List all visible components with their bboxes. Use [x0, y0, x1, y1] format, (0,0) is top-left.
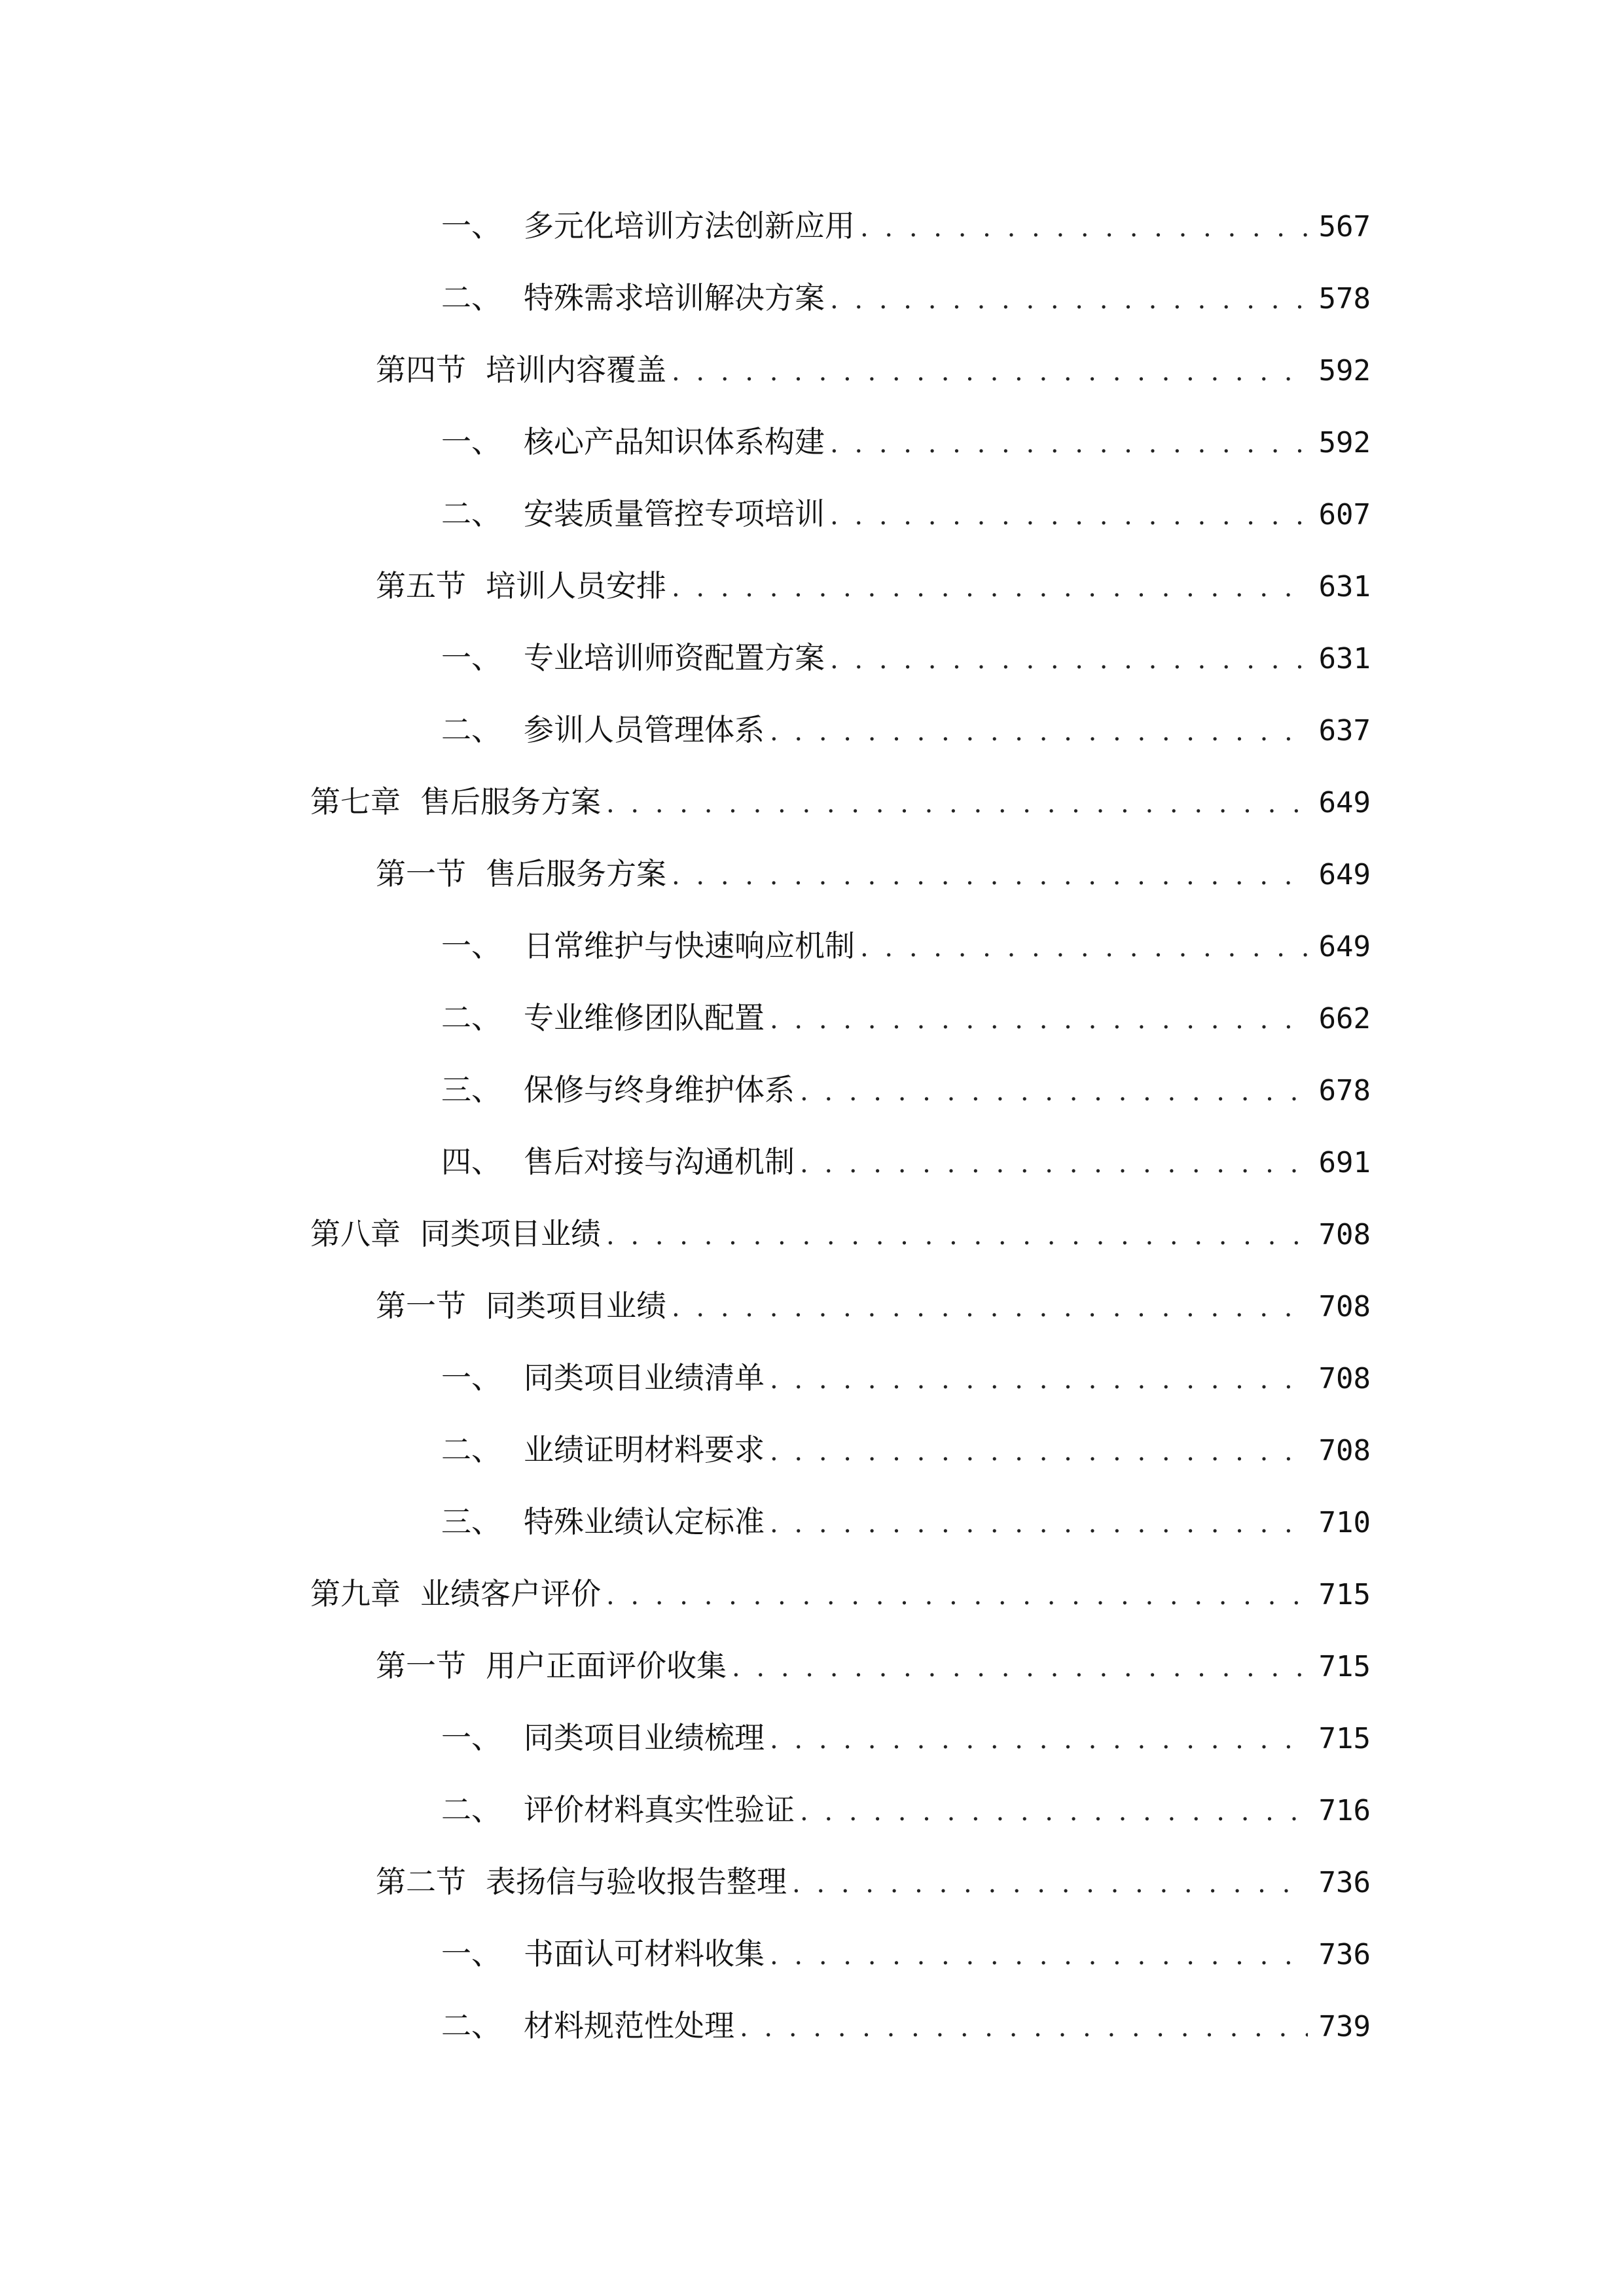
- toc-entry-title: 同类项目业绩梳理: [524, 1720, 765, 1755]
- toc-leader-dots: [740, 2005, 1308, 2051]
- toc-entry[interactable]: [310, 1211, 1371, 1257]
- toc-entry-page: 678: [1318, 1074, 1371, 1107]
- toc-entry-number: 一、: [441, 1936, 501, 1971]
- toc-entry-number: 二、: [441, 280, 501, 315]
- toc-entry-title: 表扬信与验收报告整理: [486, 1864, 787, 1899]
- toc-leader-dots: [606, 1213, 1308, 1259]
- toc-entry-page: 739: [1318, 2010, 1371, 2043]
- toc-leader-dots: [800, 1789, 1308, 1835]
- toc-entry-page: 649: [1318, 858, 1371, 891]
- toc-entry-number: 二、: [441, 1432, 501, 1467]
- toc-entry-page: 715: [1318, 1722, 1371, 1755]
- toc-entry-page: 716: [1318, 1794, 1371, 1827]
- toc-entry-number: 二、: [441, 496, 501, 531]
- toc-entry[interactable]: [441, 707, 1371, 753]
- toc-entry[interactable]: [310, 1571, 1371, 1617]
- toc-leader-dots: [792, 1861, 1308, 1907]
- toc-leader-dots: [830, 421, 1308, 467]
- toc-entry-title: 同类项目业绩: [420, 1216, 601, 1251]
- toc-entry-number: 二、: [441, 2008, 501, 2043]
- toc-entry[interactable]: [441, 1139, 1371, 1185]
- toc-entry[interactable]: [376, 851, 1371, 897]
- toc-leader-dots: [830, 493, 1308, 539]
- toc-leader-dots: [770, 1933, 1308, 1979]
- toc-entry-number: 一、: [441, 1360, 501, 1395]
- toc-entry-number: 二、: [441, 712, 501, 747]
- toc-entry-number: 三、: [441, 1072, 501, 1107]
- toc-entry-page: 736: [1318, 1866, 1371, 1899]
- toc-entry-number: 第一节: [376, 1648, 466, 1683]
- toc-entry-number: 第一节: [376, 1288, 466, 1323]
- toc-entry-page: 631: [1318, 642, 1371, 675]
- toc-leader-dots: [732, 1645, 1308, 1691]
- toc-entry[interactable]: [441, 1427, 1371, 1473]
- toc-entry-title: 售后对接与沟通机制: [524, 1144, 795, 1179]
- toc-entry[interactable]: [376, 347, 1371, 393]
- toc-entry-number: 四、: [441, 1144, 501, 1179]
- toc-entry-number: 一、: [441, 928, 501, 963]
- toc-leader-dots: [770, 1501, 1308, 1547]
- toc-entry-page: 649: [1318, 930, 1371, 963]
- toc-entry-page: 649: [1318, 786, 1371, 819]
- toc-entry-page: 592: [1318, 426, 1371, 459]
- toc-entry-title: 特殊需求培训解决方案: [524, 280, 825, 315]
- toc-leader-dots: [770, 709, 1308, 755]
- toc-entry-page: 607: [1318, 498, 1371, 531]
- toc-entry-number: 三、: [441, 1504, 501, 1539]
- toc-entry-page: 592: [1318, 354, 1371, 387]
- toc-entry-page: 708: [1318, 1434, 1371, 1467]
- toc-entry-page: 708: [1318, 1362, 1371, 1395]
- toc-entry-title: 多元化培训方法创新应用: [524, 208, 855, 243]
- toc-leader-dots: [770, 1717, 1308, 1763]
- toc-entry-title: 专业培训师资配置方案: [524, 640, 825, 675]
- toc-entry-title: 安装质量管控专项培训: [524, 496, 825, 531]
- toc-entry[interactable]: [441, 995, 1371, 1041]
- toc-entry[interactable]: [441, 491, 1371, 537]
- toc-entry-page: 708: [1318, 1290, 1371, 1323]
- toc-entry[interactable]: [376, 1643, 1371, 1689]
- toc-entry-page: 715: [1318, 1578, 1371, 1611]
- toc-entry-number: 第五节: [376, 568, 466, 603]
- toc-leader-dots: [672, 349, 1308, 395]
- toc-entry-page: 708: [1318, 1218, 1371, 1251]
- toc-entry[interactable]: [441, 635, 1371, 681]
- toc-entry-title: 参训人员管理体系: [524, 712, 765, 747]
- toc-entry[interactable]: [310, 779, 1371, 825]
- toc-entry-number: 第四节: [376, 352, 466, 387]
- toc-entry-title: 用户正面评价收集: [486, 1648, 727, 1683]
- toc-entry-number: 第九章: [310, 1576, 401, 1611]
- toc-leader-dots: [800, 1141, 1308, 1187]
- toc-entry-number: 第八章: [310, 1216, 401, 1251]
- toc-entry-title: 业绩证明材料要求: [524, 1432, 765, 1467]
- toc-entry[interactable]: [441, 1499, 1371, 1545]
- toc-leader-dots: [606, 1573, 1308, 1619]
- toc-entry-page: 567: [1318, 210, 1371, 243]
- toc-leader-dots: [770, 997, 1308, 1043]
- toc-entry-number: 一、: [441, 640, 501, 675]
- toc-entry[interactable]: [441, 1355, 1371, 1401]
- toc-entry-page: 631: [1318, 570, 1371, 603]
- toc-entry[interactable]: [441, 2003, 1371, 2049]
- toc-leader-dots: [672, 853, 1308, 899]
- toc-entry[interactable]: [376, 563, 1371, 609]
- toc-entry-title: 书面认可材料收集: [524, 1936, 765, 1971]
- toc-entry-title: 专业维修团队配置: [524, 1000, 765, 1035]
- toc-leader-dots: [830, 277, 1308, 323]
- toc-entry-number: 第七章: [310, 784, 401, 819]
- toc-leader-dots: [860, 205, 1308, 251]
- toc-entry-number: 二、: [441, 1792, 501, 1827]
- toc-entry-page: 578: [1318, 282, 1371, 315]
- toc-entry-title: 特殊业绩认定标准: [524, 1504, 765, 1539]
- toc-entry-title: 培训内容覆盖: [486, 352, 666, 387]
- toc-entry[interactable]: [441, 1067, 1371, 1113]
- toc-entry-number: 一、: [441, 1720, 501, 1755]
- toc-entry-number: 一、: [441, 424, 501, 459]
- toc-entry-page: 710: [1318, 1506, 1371, 1539]
- toc-entry-title: 日常维护与快速响应机制: [524, 928, 855, 963]
- toc-entry[interactable]: [441, 1787, 1371, 1833]
- toc-leader-dots: [800, 1069, 1308, 1115]
- toc-entry-title: 评价材料真实性验证: [524, 1792, 795, 1827]
- toc-leader-dots: [860, 925, 1308, 971]
- toc-entry-title: 业绩客户评价: [420, 1576, 601, 1611]
- toc-leader-dots: [672, 1285, 1308, 1331]
- toc-entry[interactable]: [441, 203, 1371, 249]
- toc-entry-number: 一、: [441, 208, 501, 243]
- toc-entry-number: 第一节: [376, 856, 466, 891]
- toc-leader-dots: [606, 781, 1308, 827]
- toc-entry[interactable]: [441, 1931, 1371, 1977]
- toc-entry-title: 保修与终身维护体系: [524, 1072, 795, 1107]
- toc-leader-dots: [830, 637, 1308, 683]
- toc-entry-title: 核心产品知识体系构建: [524, 424, 825, 459]
- toc-entry-title: 培训人员安排: [486, 568, 666, 603]
- toc-entry[interactable]: [376, 1283, 1371, 1329]
- toc-entry[interactable]: [376, 1859, 1371, 1905]
- toc-entry-page: 736: [1318, 1938, 1371, 1971]
- toc-entry-title: 同类项目业绩: [486, 1288, 666, 1323]
- toc-entry-number: 第二节: [376, 1864, 466, 1899]
- toc-leader-dots: [770, 1429, 1308, 1475]
- toc-entry-title: 售后服务方案: [420, 784, 601, 819]
- toc-entry-page: 637: [1318, 714, 1371, 747]
- toc-entry-title: 同类项目业绩清单: [524, 1360, 765, 1395]
- toc-entry-page: 662: [1318, 1002, 1371, 1035]
- toc-leader-dots: [770, 1357, 1308, 1403]
- toc-entry-number: 二、: [441, 1000, 501, 1035]
- toc-entry-title: 材料规范性处理: [524, 2008, 734, 2043]
- toc-leader-dots: [672, 565, 1308, 611]
- toc-entry-title: 售后服务方案: [486, 856, 666, 891]
- toc-entry[interactable]: [441, 275, 1371, 321]
- toc-entry-page: 691: [1318, 1146, 1371, 1179]
- toc-entry[interactable]: [441, 1715, 1371, 1761]
- toc-entry-page: 715: [1318, 1650, 1371, 1683]
- toc-entry[interactable]: [441, 419, 1371, 465]
- toc-entry[interactable]: [441, 923, 1371, 969]
